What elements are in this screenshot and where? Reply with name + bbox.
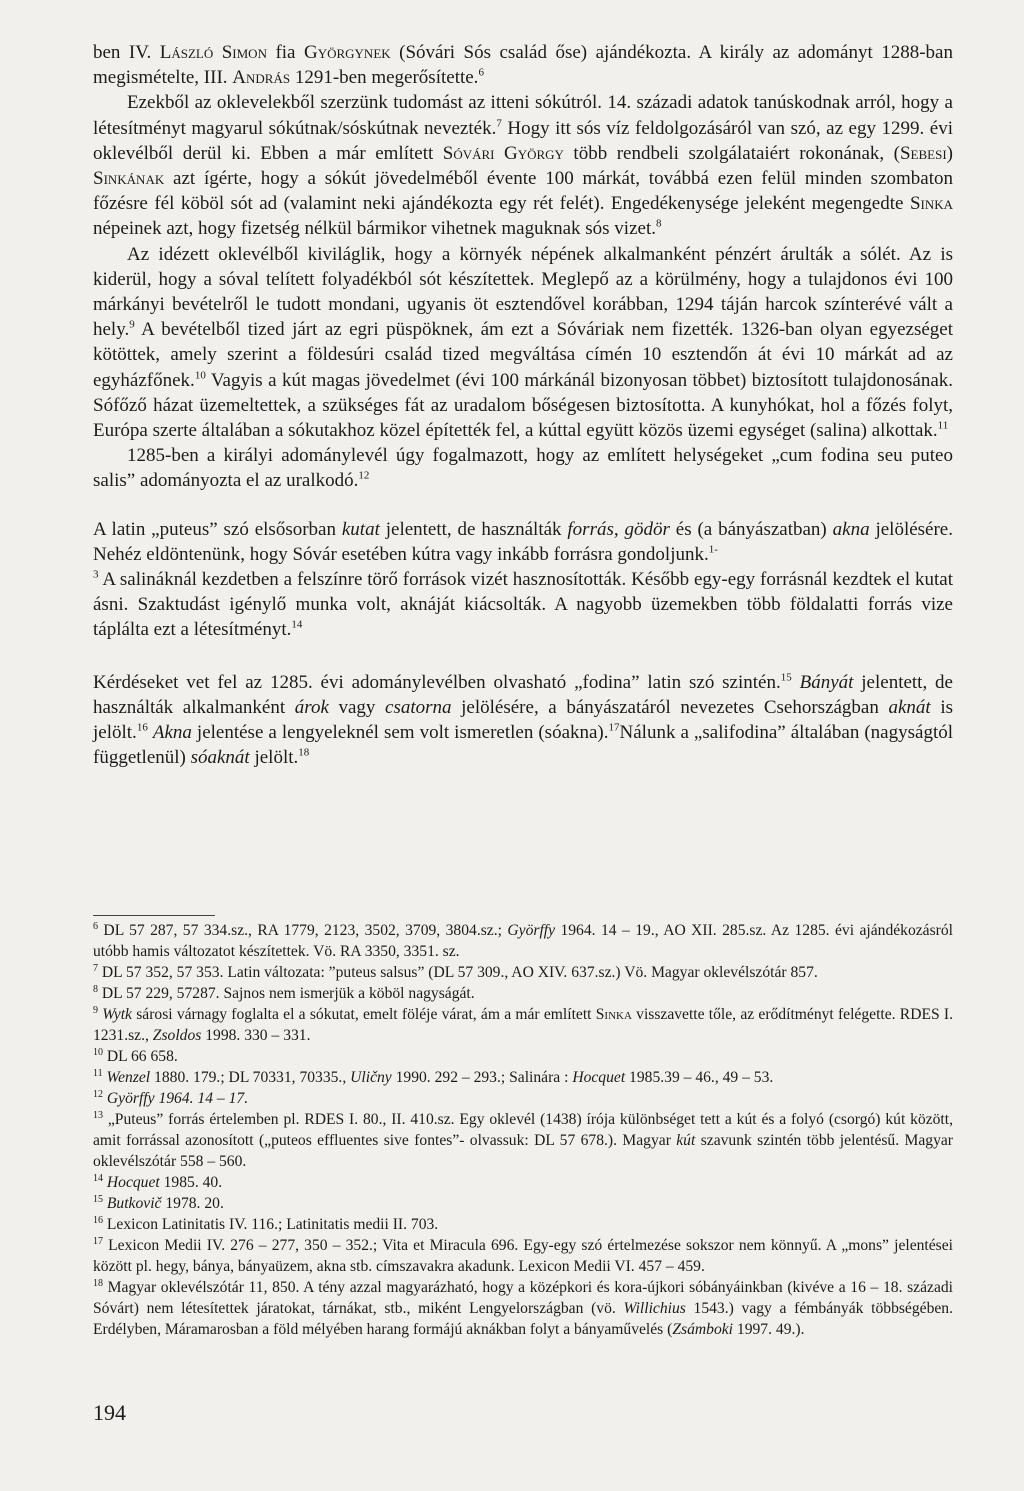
- footnote-11: $^{11}$ Wenzel 1880. 179.; DL 70331, 70335., Uličny 1990. 292 – 293.; Salinára : Hocquet 1985.39 – 46., 49 – 53.: [93, 1067, 774, 1086]
- paragraph-6: Kérdéseket vet fel az 1285. évi adománylevélben olvasható „fodina” latin szó szintén.$^{15}$ Bányát jelentett, de használták alkalmanként árok vagy csatorna jelölésére, a bányászatáról nevezetes Csehországban aknát is jelölt.$^{16}$ Akna jelentése a lengyeleknél sem volt ismeretlen (sóakna).$^{17}$Nálunk a „salifodina” általában (nagyságtól függetlenül) sóaknát jelölt.$^{18}$: [93, 671, 953, 769]
- footnote-13: $^{13}$ „Puteus” forrás értelemben pl. RDES I. 80., II. 410.sz. Egy oklevél (1438) írója különbséget tett a kút és a folyó (csorgó) kút között, amit forrással azonosított („puteos effluentes sive fontes”- olvassuk: DL 57 678.). Magyar kút szavunk szintén több jelentésű. Magyar oklevélszótár 558 – 560.: [93, 1109, 953, 1170]
- main-text: [93, 40, 953, 770]
- footnote-14: $^{14}$ Hocquet 1985. 40.: [93, 1172, 223, 1191]
- footnote-10: $^{10}$ DL 66 658.: [93, 1046, 178, 1065]
- footnotes: [93, 920, 953, 1340]
- footnote-18: $^{18}$ Magyar oklevélszótár 11, 850. A tény azzal magyarázható, hogy a középkori és kora-újkori sóbányáinkban (kivéve a 16 – 18. századi Sóvárt) nem létesítettek járatokat, tárnákat, stb., miként Lengyelországban (vö. Willichius 1543.) vagy a fémbányák többségében. Erdélyben, Máramarosban a föld mélyében harang formájú aknákban folyt a bányaművelés (Zsámboki 1997. 49.).: [93, 1277, 953, 1338]
- footnote-divider: [93, 915, 215, 916]
- paragraph-4: 1285-ben a királyi adománylevél úgy fogalmazott, hogy az említett helységeket „cum fodina seu puteo salis” adományozta el az uralkodó.$^{12}$: [93, 445, 953, 492]
- paragraph-3: Az idézett oklevélből kiviláglik, hogy a környék népének alkalmanként pénzért árulták a sólét. Az is kiderül, hogy a sóval telített folyadékból sót készítettek. Meglepő az a körülmény, hogy a tulajdonos évi 100 márkányi bevételről le tudott mondani, ugyanis öt esztendővel korábban, 1294 táján harcok színterévé vált a hely.$^9$ A bevételből tized járt az egri püspöknek, ám ezt a Sóváriak nem fizették. 1326-ban olyan egyezséget kötöttek, amely szerint a földesúri család tized megváltása címén 10 esztendőn át évi 10 márkát ad az egyházfőnek.$^{10}$ Vagyis a kút magas jövedelmet (évi 100 márkánál bizonyosan többet) biztosított tulajdonosának. Sófőző házat üzemeltettek, a szükséges fát az uradalom bőségesen biztosította. A kunyhókat, hol a főzés folyt, Európa szerte általában a sókutakhoz közel építették fel, a kúttal együtt közös üzemi egységet (salina) alkottak.$^{11}$: [93, 243, 953, 442]
- footnote-7: $^7$ DL 57 352, 57 353. Latin változata: ”puteus salsus” (DL 57 309., AO XIV. 637.sz.) Vö. Magyar oklevélszótár 857.: [93, 962, 818, 981]
- footnote-9: $^9$ Wytk sárosi várnagy foglalta el a sókutat, emelt föléje várat, ám a már említett Sinka visszavette tőle, az erődítményt felégette. RDES I. 1231.sz., Zsoldos 1998. 330 – 331.: [93, 1004, 953, 1044]
- page-number: 194: [93, 1400, 126, 1425]
- footnote-12: $^{12}$ Györffy 1964. 14 – 17.: [93, 1088, 249, 1107]
- paragraph-1: ben IV. László Simon fia Györgynek (Sóvári Sós család őse) ajándékozta. A király az adományt 1288-ban megismételte, III. András 1291-ben megerősítette.$^6$: [93, 42, 953, 89]
- paragraph-5: A latin „puteus” szó elsősorban kutat jelentett, de használták forrás, gödör és (a bányászatban) akna jelölésére. Nehéz eldöntenünk, hogy Sóvár esetében kútra vagy inkább forrásra gondoljunk.$^{1-}$ $^3$ A salináknál kezdetben a felszínre törő források vizét hasznosították. Később egy-egy forrásnál kezdtek el kutat ásni. Szaktudást igénylő munka volt, aknáját kiácsolták. A nagyobb üzemekben több földalatti forrás vize táplálta ezt a létesítményt.$^{14}$: [93, 518, 953, 641]
- paragraph-2: Ezekből az oklevelekből szerzünk tudomást az itteni sókútról. 14. századi adatok tanúskodnak arról, hogy a létesítményt magyarul sókútnak/sóskútnak nevezték.$^7$ Hogy itt sós víz feldolgozásáról van szó, az egy 1299. évi oklevélből derül ki. Ebben a már említett Sóvári György több rendbeli szolgálataiért rokonának, (Sebesi) Sinkának azt ígérte, hogy a sókút jövedelméből évente 100 márkát, továbbá ezen felül minden szombaton főzésre fél köböl sót ad (valamint neki ajándékozta egy rét felét). Engedékenysége jeleként megengedte Sinka népeinek azt, hogy fizetség nélkül bármikor vihetnek maguknak sós vizet.$^8$: [93, 92, 953, 240]
- footnote-6: $^6$ DL 57 287, 57 334.sz., RA 1779, 2123, 3502, 3709, 3804.sz.; Györffy 1964. 14 – 19., AO XII. 285.sz. Az 1285. évi ajándékozásról utóbb hamis változatot készítettek. Vö. RA 3350, 3351. sz.: [93, 920, 953, 960]
- footnote-15: $^{15}$ Butkovič 1978. 20.: [93, 1193, 224, 1212]
- footnote-16: $^{16}$ Lexicon Latinitatis IV. 116.; Latinitatis medii II. 703.: [93, 1214, 439, 1233]
- footnote-8: $^8$ DL 57 229, 57287. Sajnos nem ismerjük a köböl nagyságát.: [93, 983, 475, 1002]
- footnote-17: $^{17}$ Lexicon Medii IV. 276 – 277, 350 – 352.; Vita et Miracula 696. Egy-egy szó értelmezése sokszor nem könnyű. A „mons” jelentései között pl. hegy, bánya, bányaüzem, akna stb. címszavakra akadunk. Lexicon Medii VI. 457 – 459.: [93, 1235, 953, 1275]
